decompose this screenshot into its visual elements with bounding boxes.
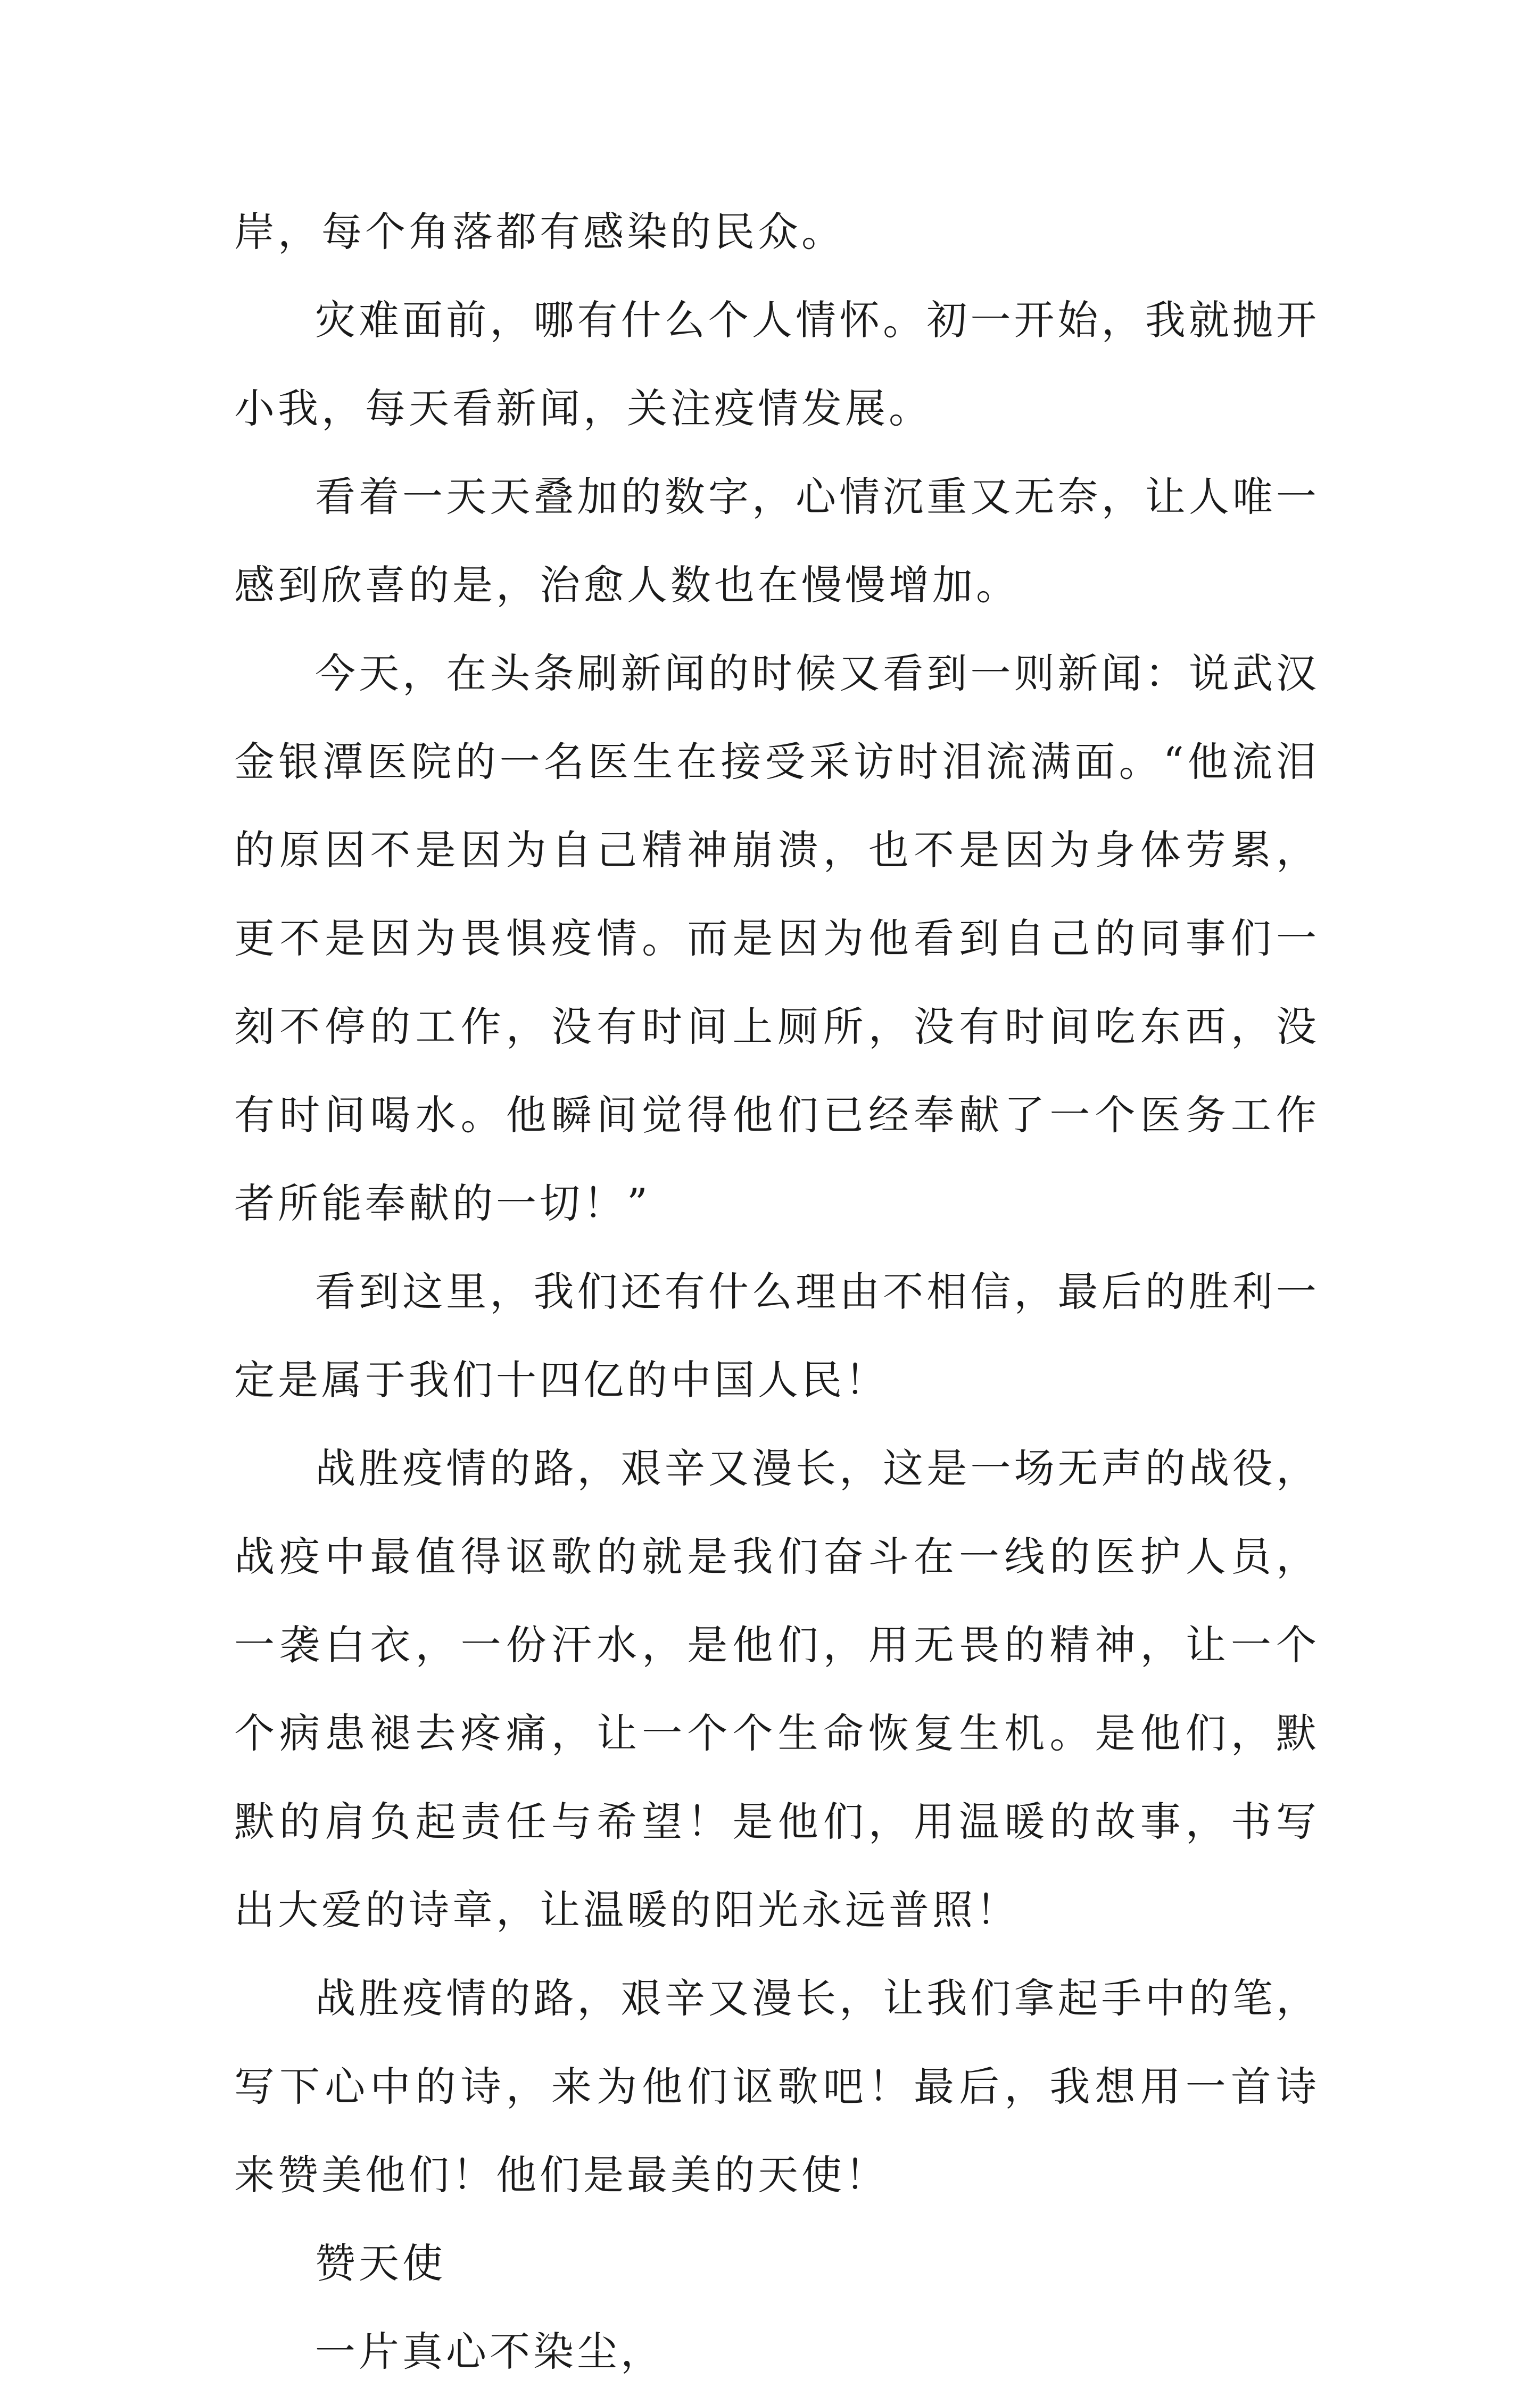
poem-title: 赞天使 (315, 2240, 446, 2287)
paragraph-poem-intro: 战胜疫情的路，艰辛又漫长，让我们拿起手中的笔，写下心中的诗，来为他们讴歌吧！最后，我想用一首诗来赞美他们！他们是最美的天使！ (234, 1975, 1320, 2199)
paragraph-news: 今天，在头条刷新闻的时候又看到一则新闻：说武汉金银潭医院的一名医生在接受采访时泪流满面。“他流泪的原因不是因为自己精神崩溃，也不是因为身体劳累，更不是因为畏惧疫情。而是因为他看到自己的同事们一刻不停的工作，没有时间上厕所，没有时间吃东西，没有时间喝水。他瞬间觉得他们已经奉献了一个医务工作者所能奉献的一切！” (234, 650, 1320, 1227)
body-text (234, 188, 1320, 2396)
paragraph-numbers: 看着一天天叠加的数字，心情沉重又无奈，让人唯一感到欣喜的是，治愈人数也在慢慢增加。 (234, 473, 1320, 609)
paragraph-continuation: 岸，每个角落都有感染的民众。 (234, 208, 845, 255)
paragraph-medics: 战胜疫情的路，艰辛又漫长，这是一场无声的战役，战疫中最值得讴歌的就是我们奋斗在一线的医护人员，一袭白衣，一份汗水，是他们，用无畏的精神，让一个个病患褪去疼痛，让一个个生命恢复生机。是他们，默默的肩负起责任与希望！是他们，用温暖的故事，书写出大爱的诗章，让温暖的阳光永远普照！ (234, 1445, 1320, 1934)
poem-line: 一片真心不染尘， (315, 2328, 664, 2375)
paragraph-disaster: 灾难面前，哪有什么个人情怀。初一开始，我就抛开小我，每天看新闻，关注疫情发展。 (234, 296, 1320, 432)
paragraph-belief: 看到这里，我们还有什么理由不相信，最后的胜利一定是属于我们十四亿的中国人民！ (234, 1268, 1320, 1404)
